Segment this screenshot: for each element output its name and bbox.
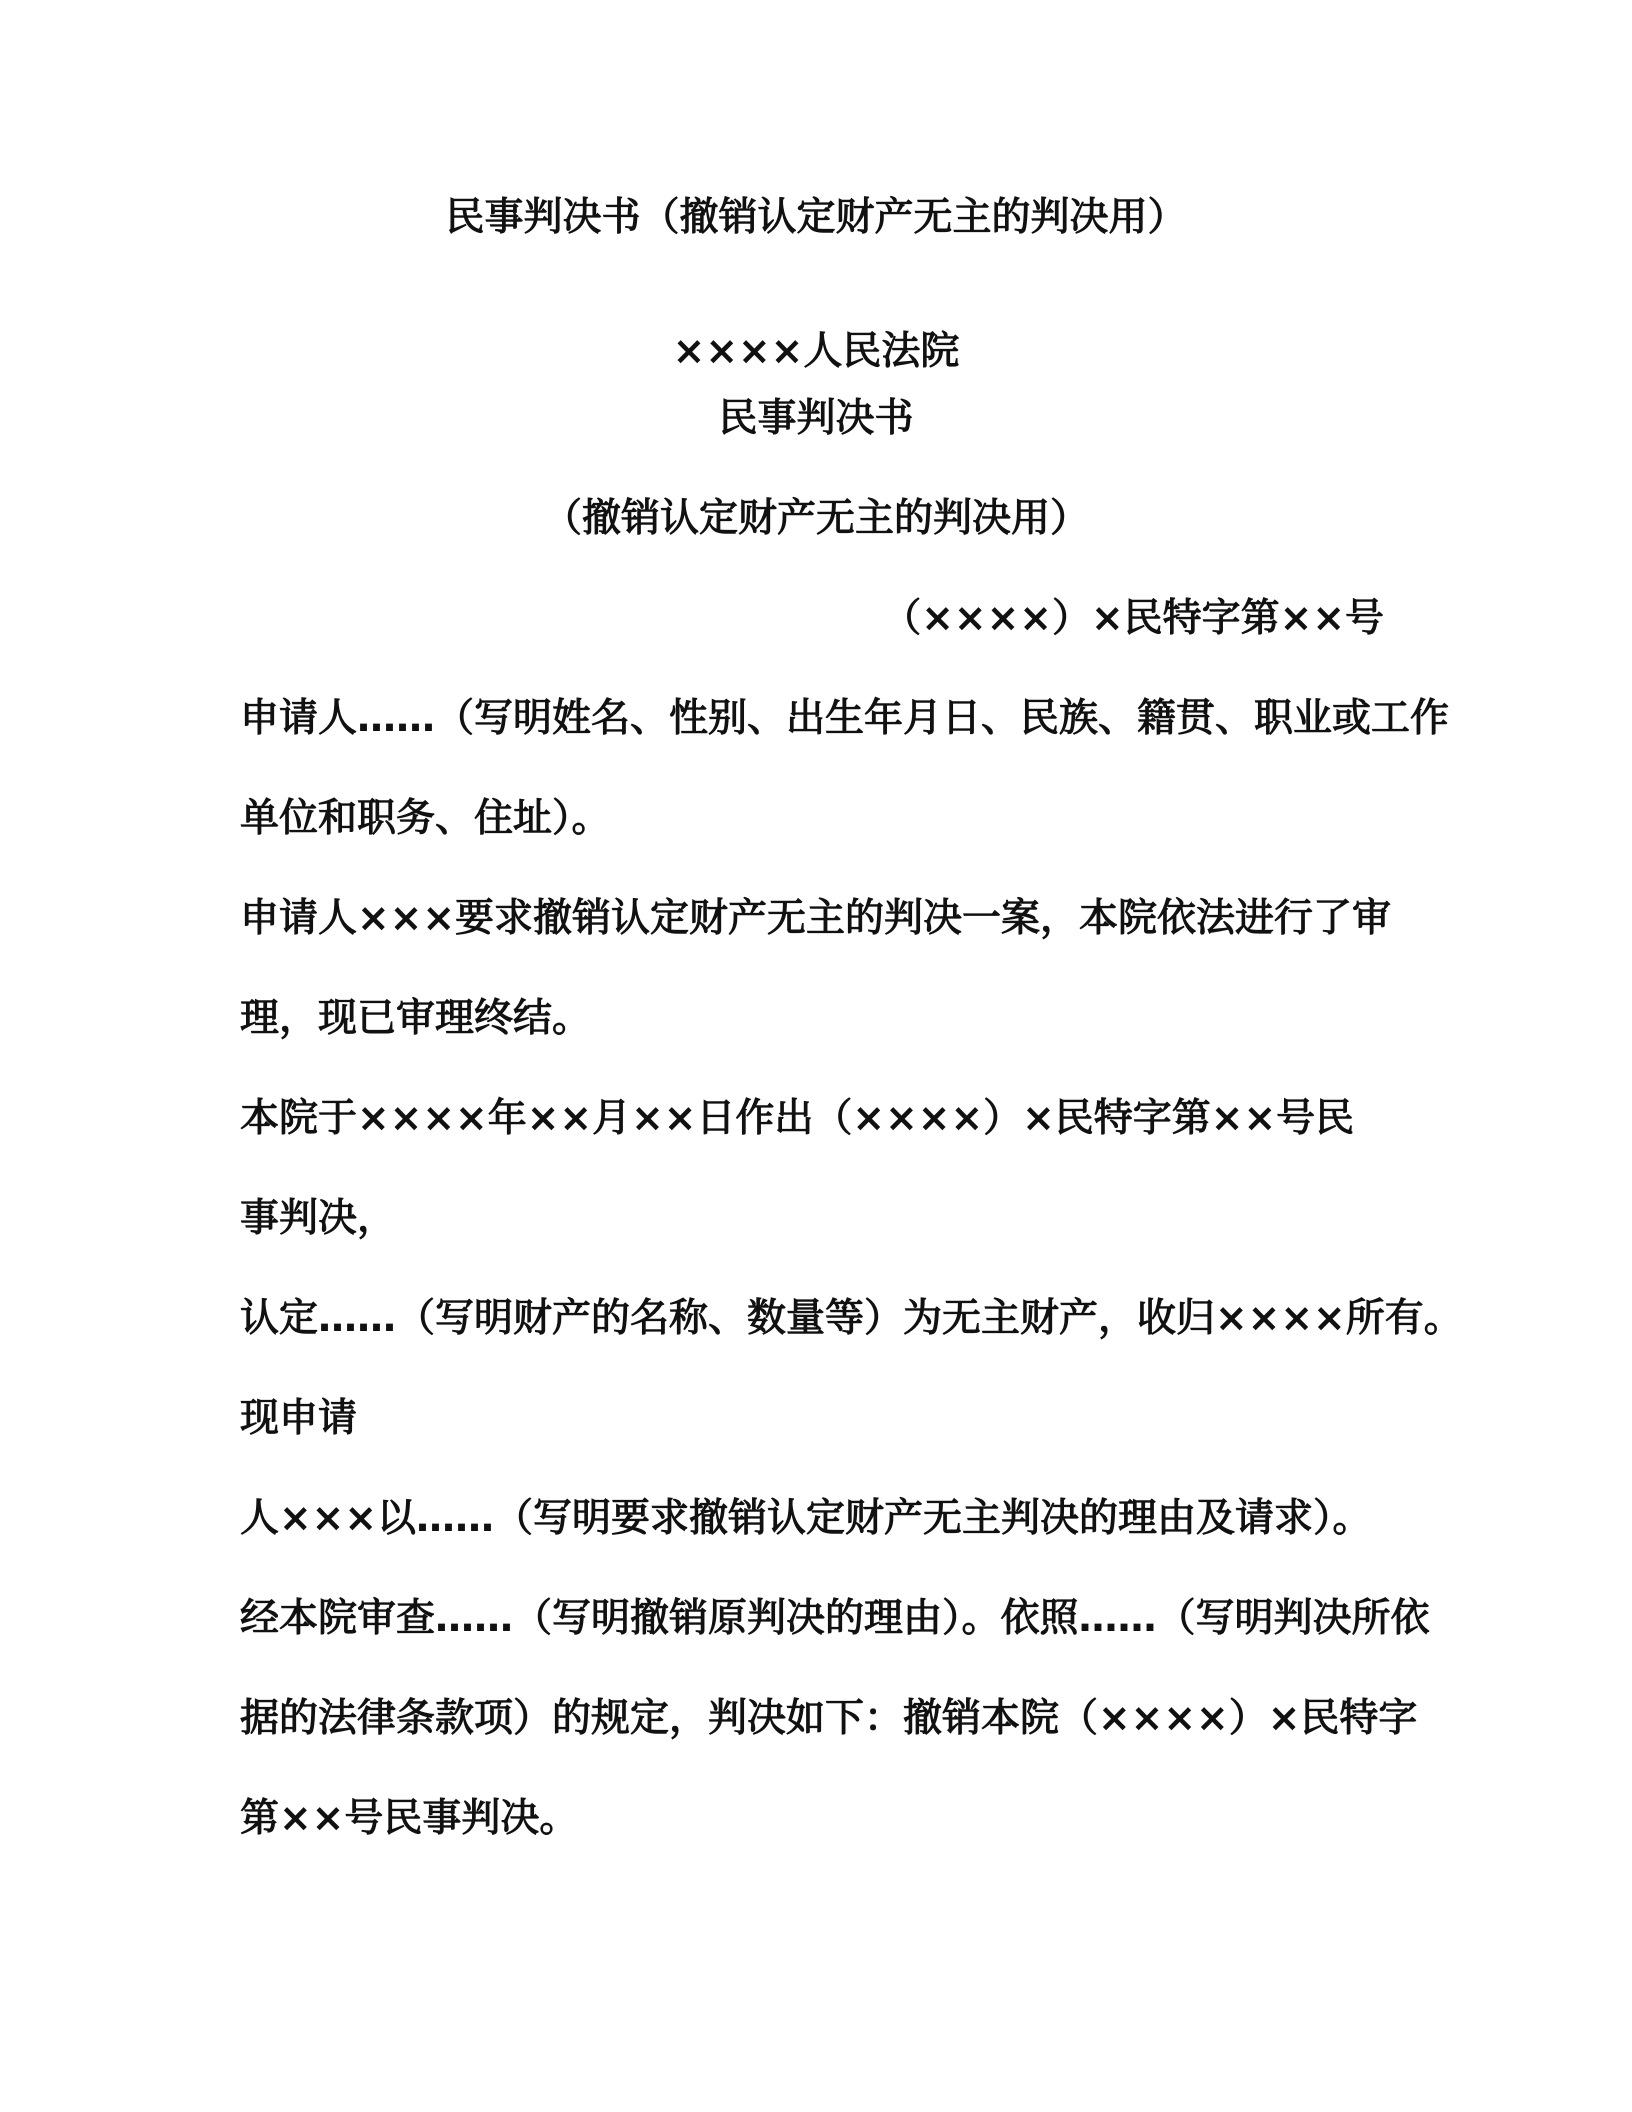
body-line: 理，现已审理终结。: [240, 996, 592, 1041]
case-number: （××××）×民特字第××号: [882, 596, 1384, 641]
document-type: 民事判决书: [718, 396, 914, 441]
document-title: 民事判决书（撤销认定财产无主的判决用）: [445, 195, 1187, 240]
body-line: 第××号民事判决。: [240, 1796, 579, 1841]
body-line: 事判决，: [240, 1196, 397, 1241]
body-line: 据的法律条款项）的规定，判决如下：撤销本院（××××）×民特字: [240, 1696, 1418, 1741]
body-line: 经本院审查……（写明撤销原判决的理由）。依照……（写明判决所依: [240, 1596, 1430, 1641]
body-line: 申请人……（写明姓名、性别、出生年月日、民族、籍贯、职业或工作: [240, 696, 1450, 741]
document-subtitle: （撤销认定财产无主的判决用）: [542, 496, 1089, 541]
body-line: 现申请: [240, 1396, 358, 1441]
body-line: 人×××以……（写明要求撤销认定财产无主判决的理由及请求）。: [240, 1496, 1372, 1541]
body-line: 申请人×××要求撤销认定财产无主的判决一案，本院依法进行了审: [240, 896, 1392, 941]
body-line: 本院于××××年××月××日作出（××××）×民特字第××号民: [240, 1096, 1355, 1141]
court-name: ××××人民法院: [672, 329, 960, 374]
body-line: 单位和职务、住址）。: [240, 796, 611, 841]
body-line: 认定……（写明财产的名称、数量等）为无主财产，收归××××所有。: [240, 1296, 1463, 1341]
